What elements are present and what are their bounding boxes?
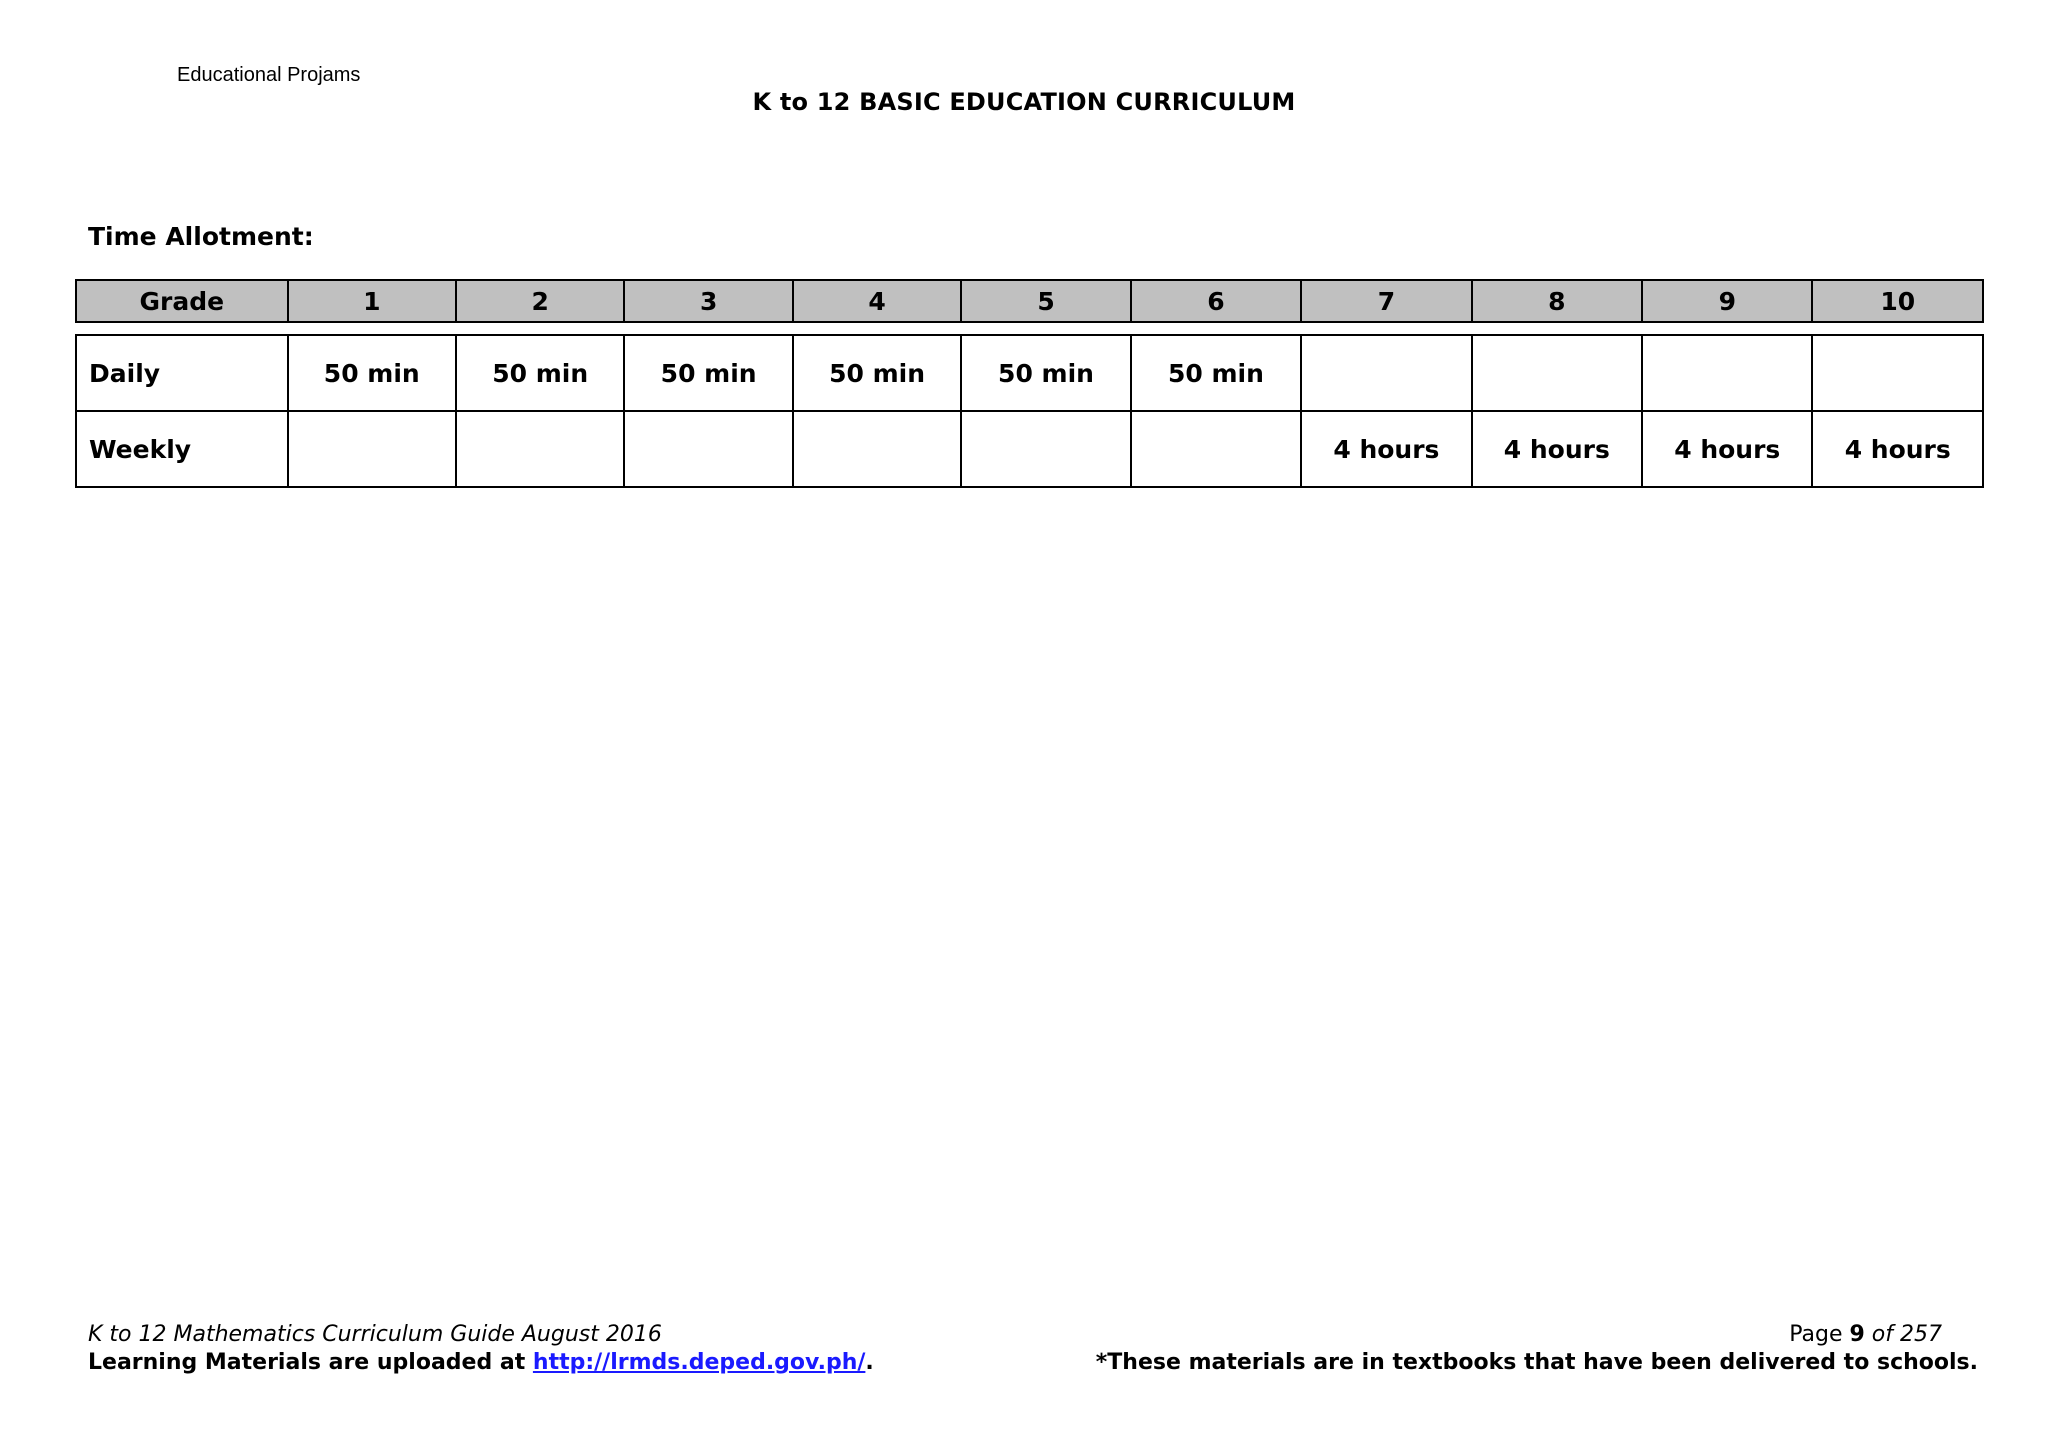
footer-upload-note: [88, 1350, 874, 1375]
table-cell: 4 hours: [1812, 411, 1983, 487]
table-cell: [624, 411, 792, 487]
footer-textbook-note: *These materials are in textbooks that have been delivered to schools.: [1095, 1350, 1978, 1375]
header-cell: 4: [793, 280, 961, 322]
table-cell: 4 hours: [1642, 411, 1812, 487]
time-allotment-table: [75, 334, 1984, 488]
table-cell: [288, 411, 456, 487]
section-title: Time Allotment:: [88, 222, 314, 251]
lrmds-link[interactable]: http://lrmds.deped.gov.ph/: [532, 1350, 866, 1375]
header-cell-grade: Grade: [76, 280, 288, 322]
header-cell: 6: [1131, 280, 1301, 322]
row-label-weekly: Weekly: [76, 411, 288, 487]
footer-upload-suffix: .: [865, 1350, 874, 1375]
header-cell: 9: [1642, 280, 1812, 322]
table-cell: 50 min: [288, 335, 456, 411]
header-cell: 1: [288, 280, 456, 322]
table-cell: 50 min: [1131, 335, 1301, 411]
table-cell: 50 min: [793, 335, 961, 411]
table-cell: [961, 411, 1130, 487]
table-cell: 50 min: [624, 335, 792, 411]
table-cell: [456, 411, 624, 487]
table-row-daily: [76, 335, 1983, 411]
header-cell: 7: [1301, 280, 1471, 322]
header-cell: 5: [961, 280, 1130, 322]
footer-upload-prefix: Learning Materials are uploaded at: [88, 1350, 533, 1375]
table-cell: [793, 411, 961, 487]
header-cell: 2: [456, 280, 624, 322]
table-cell: [1472, 335, 1642, 411]
header-cell: 10: [1812, 280, 1983, 322]
table-cell: 50 min: [456, 335, 624, 411]
watermark-text: Educational Projams: [177, 64, 361, 86]
page-word: Page: [1789, 1322, 1850, 1347]
table-cell: [1131, 411, 1301, 487]
document-title: K to 12 BASIC EDUCATION CURRICULUM: [752, 88, 1296, 116]
table-cell: 50 min: [961, 335, 1130, 411]
header-cell: 3: [624, 280, 792, 322]
grade-header-table: [75, 279, 1984, 323]
page-indicator: [1789, 1322, 1942, 1347]
table-cell: [1642, 335, 1812, 411]
page-number: 9: [1849, 1322, 1865, 1347]
table-cell: 4 hours: [1472, 411, 1642, 487]
footer-guide-title: K to 12 Mathematics Curriculum Guide August 2016: [88, 1322, 662, 1347]
table-cell: [1301, 335, 1471, 411]
header-cell: 8: [1472, 280, 1642, 322]
table-row-weekly: [76, 411, 1983, 487]
table-header-row: [76, 280, 1983, 322]
table-cell: [1812, 335, 1983, 411]
page-total: of 257: [1864, 1322, 1942, 1347]
table-cell: 4 hours: [1301, 411, 1471, 487]
row-label-daily: Daily: [76, 335, 288, 411]
